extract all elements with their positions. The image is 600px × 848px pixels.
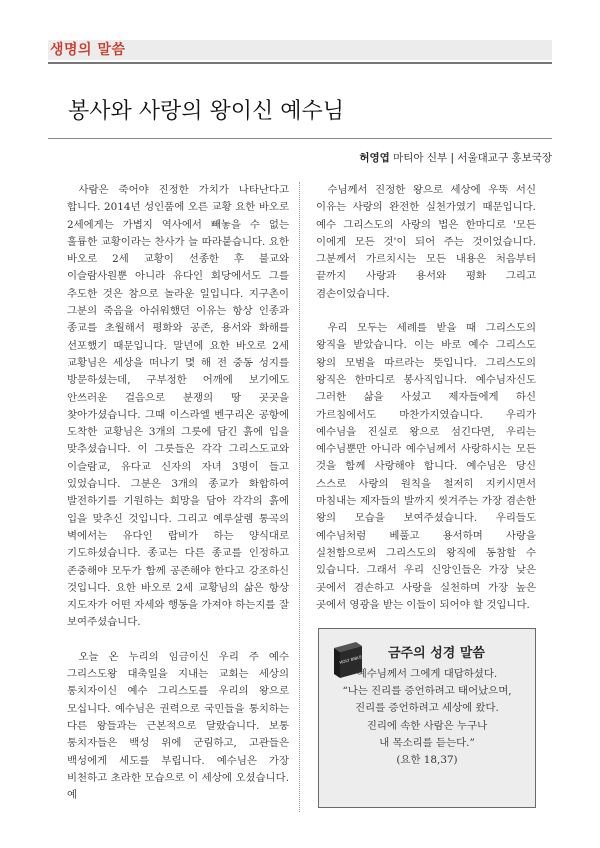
verse-citation: (요한 18,37) (396, 754, 458, 767)
byline-author: 허영엽 (359, 152, 390, 164)
verse-line: 내 목소리를 듣는다.” (379, 736, 475, 749)
column-divider (299, 182, 300, 812)
verse-line: 진리를 증언하려고 세상에 왔다. (355, 702, 499, 715)
article-paragraph: 우리 모두는 세례를 받을 때 그리스도의 왕직을 받았습니다. 이는 바로 예수 그리스도 왕의 모범을 따르라는 뜻입니다. 그리스도의 왕직은 한마디로 봉사직입니다. 예수님자신도 그러한 삶을 사셨고 제자들에게 하신 가르침에서도 마찬가지였습니다. 우리가 예수님을 진실로 왕으로 섬긴다면, 우리는 예수님뿐만 아니라 예수님께서 사랑하시는 모든 것을 함께 사랑해야 합니다. 예수님은 당신 스스로 사랑의 원칙을 철저히 지키시면서 마침내는 제자들의 발까지 씻겨주는 가장 겸손한 왕의 모습을 보여주셨습니다. 우리들도 예수님처럼 베풀고 용서하며 사랑을 실천함으로써 그리스도의 왕직에 동참할 수 있습니다. 그래서 우리 신앙인들은 가장 낮은 곳에서 겸손하고 사랑을 실천하며 가장 높은 곳에서 영광을 받는 이들이 되어야 할 것입니다. (316, 322, 536, 611)
byline (359, 150, 552, 165)
bible-icon-text: HOLY BIBLE (338, 654, 363, 665)
article-paragraph: 사람은 죽어야 진정한 가치가 나타난다고 합니다. 2014년 성인품에 오른 교황 요한 바오로 2세에게는 가볍지 역사에서 빼놓을 수 없는 훌륭한 교황이라는 찬사가 늘 따라붙습니다. 요한 바오로 2세 교황이 선종한 후 불교와 이슬람사원뿐 아니라 유다인 회당에서도 그를 추도한 것은 참으로 놀라운 일입니다. 지구촌이 그분의 죽음을 아쉬워했던 이유는 항상 인종과 종교를 초월해서 평화와 공존, 용서와 화해를 선포했기 때문입니다. 말년에 요한 바오로 2세 교황님은 세상을 떠나기 몇 해 전 중동 성지를 방문하셨는데, 구부정한 어깨에 보기에도 안쓰러운 걸음으로 분쟁의 땅 곳곳을 찾아가셨습니다. 그때 이스라엘 벤구리온 공항에 도착한 교황님은 3개의 그릇에 담긴 흙에 입을 맞추셨습니다. 이 그릇들은 각각 그리스도교와 이슬람교, 유다교 신자의 자녀 3명이 들고 있었습니다. 그분은 3개의 종교가 화합하여 발전하기를 기원하는 희망을 담아 각각의 흙에 입을 맞추신 것입니다. 그리고 예루살렘 통곡의 벽에서는 유다인 랍비가 하는 양식대로 기도하셨습니다. 종교는 다른 종교를 인정하고 존중해야 모두가 함께 공존해야 한다고 강조하신 것입니다. 요한 바오로 2세 교황님의 삶은 항상 지도자가 어떤 자세와 행동을 가져야 하는지를 잘 보여주셨습니다. (67, 184, 289, 629)
header-rule (48, 62, 552, 64)
article-paragraph: 수님께서 진정한 왕으로 세상에 우뚝 서신 이유는 사랑의 완전한 실천가였기 때문입니다. 예수 그리스도의 사랑의 법은 한마디로 '모든 이에게 모든 것'이 되어 주는 것이었습니다. 그분께서 가르치시는 모든 내용은 처음부터 끝까지 사랑과 용서와 평화 그리고 겸손이었습니다. (316, 184, 536, 300)
article-column-right (316, 182, 536, 614)
verse-body (322, 666, 532, 769)
title-rule (48, 138, 552, 139)
article-paragraph: 오늘 온 누리의 임금이신 우리 주 예수 그리스도왕 대축일을 지내는 교회는 세상의 통치자이신 예수 그리스도를 우리의 왕으로 모십니다. 예수님은 권력으로 국민들을 통치하는 다른 왕들과는 근본적으로 달랐습니다. 보통 통치자들은 백성 위에 군림하고, 고관들은 백성에게 세도를 부립니다. 예수님은 가장 비천하고 초라한 모습으로 이 세상에 오셨습니다. 예 (67, 650, 289, 802)
verse-line: “나는 진리를 증언하려고 태어났으며, (342, 685, 512, 698)
article-title: 봉사와 사랑의 왕이신 예수님 (68, 99, 345, 124)
verse-line: 진리에 속한 사람은 누구나 (366, 719, 488, 732)
byline-role: 마티아 신부 | 서울대교구 홍보국장 (389, 152, 552, 164)
section-label: 생명의 말씀 (50, 42, 126, 58)
article-column-left (67, 182, 289, 804)
verse-line: 예수님께서 그에게 대답하셨다. (356, 668, 498, 680)
verse-heading: 금주의 성경 말씀 (388, 646, 485, 661)
